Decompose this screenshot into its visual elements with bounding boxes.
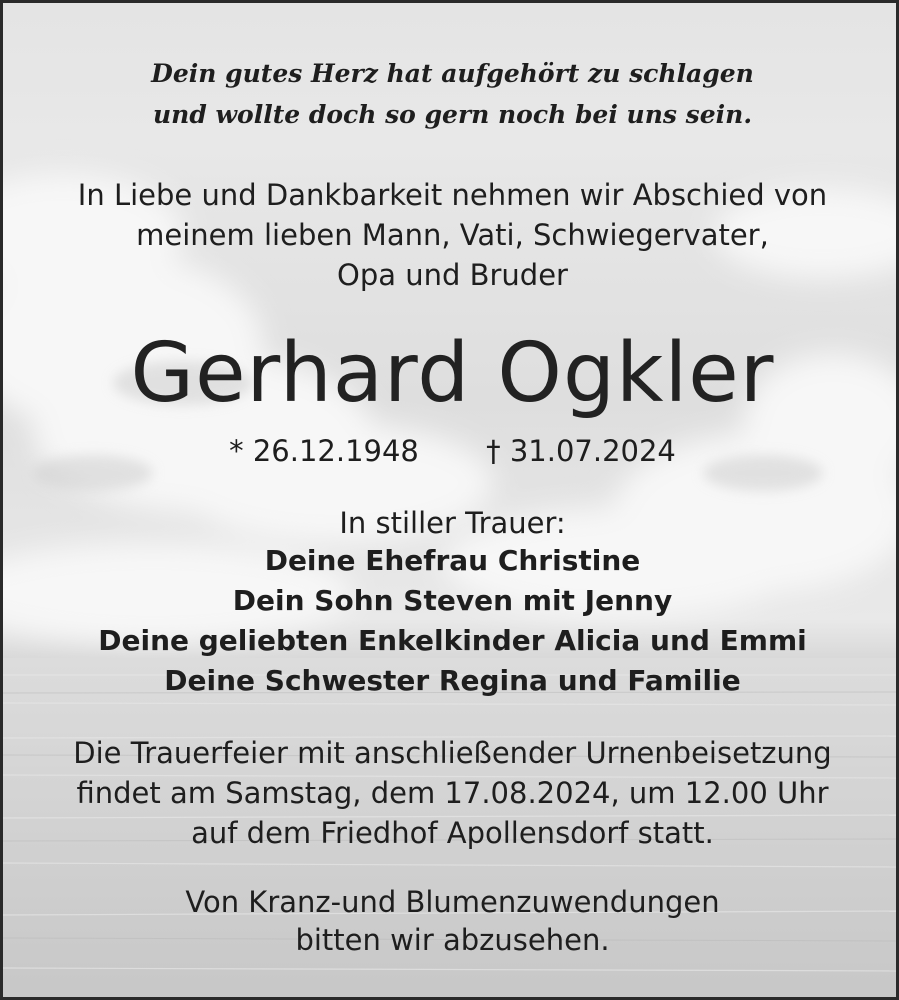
mourner-name: Dein Sohn Steven mit Jenny (232, 584, 673, 617)
intro-line-3: Opa und Bruder (337, 258, 568, 292)
mourner-name: Deine Schwester Regina und Familie (164, 664, 741, 697)
farewell-intro (3, 175, 899, 295)
service-line-3: auf dem Friedhof Apollensdorf statt. (191, 816, 714, 850)
death-date: † 31.07.2024 (486, 434, 676, 468)
flower-line-2: bitten wir abzusehen. (295, 923, 610, 957)
funeral-service-info (3, 733, 899, 853)
intro-line-2: meinem lieben Mann, Vati, Schwiegervater, (136, 218, 769, 252)
mourner-name: Deine Ehefrau Christine (264, 544, 641, 577)
flower-notice (3, 883, 899, 959)
mourner-name: Deine geliebten Enkelkinder Alicia und Emmi (98, 624, 807, 657)
deceased-name: Gerhard Ogkler (130, 326, 775, 421)
mourners-label: In stiller Trauer: (339, 506, 566, 540)
mourners-list (3, 541, 899, 701)
obituary-text (3, 3, 899, 1000)
motto-verse (3, 53, 899, 135)
motto-line-2: und wollte doch so gern noch bei uns sein. (152, 100, 753, 129)
birth-date: * 26.12.1948 (229, 434, 419, 468)
motto-line-1: Dein gutes Herz hat aufgehört zu schlagen (151, 59, 754, 88)
life-dates (3, 431, 899, 471)
service-line-2: findet am Samstag, dem 17.08.2024, um 12.00 Uhr (76, 776, 829, 810)
intro-line-1: In Liebe und Dankbarkeit nehmen wir Abschied von (77, 178, 828, 212)
service-line-1: Die Trauerfeier mit anschließender Urnenbeisetzung (73, 736, 832, 770)
flower-line-1: Von Kranz-und Blumenzuwendungen (185, 885, 720, 919)
